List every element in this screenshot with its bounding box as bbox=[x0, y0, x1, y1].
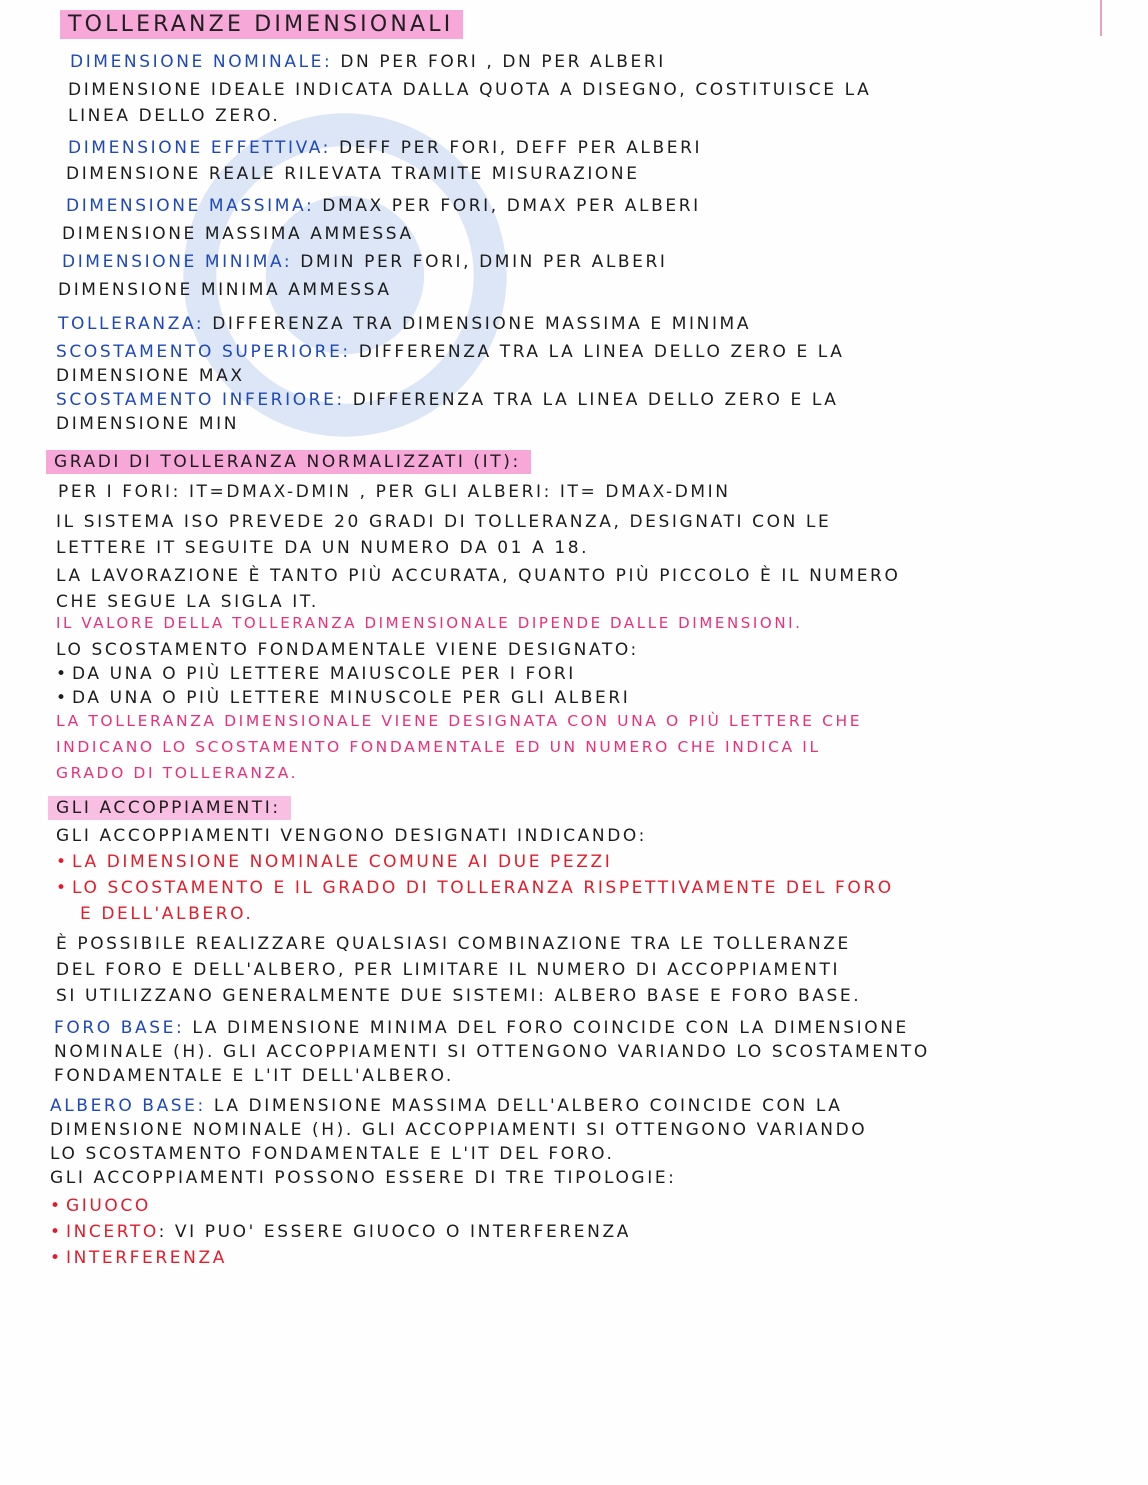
list-item: • DA UNA O PIÙ LETTERE MINUSCOLE PER GLI ALBERI bbox=[56, 688, 631, 708]
text-line: SI UTILIZZANO GENERALMENTE DUE SISTEMI: ALBERO BASE E FORO BASE. bbox=[56, 986, 862, 1006]
text-line-highlighted: IL VALORE DELLA TOLLERANZA DIMENSIONALE DIPENDE DALLE DIMENSIONI. bbox=[56, 614, 803, 632]
text-line: IL SISTEMA ISO PREVEDE 20 GRADI DI TOLLERANZA, DESIGNATI CON LE bbox=[56, 512, 832, 532]
text-line: FONDAMENTALE E L'IT DELL'ALBERO. bbox=[54, 1066, 454, 1086]
bullet-icon: • bbox=[56, 878, 69, 898]
bullet-icon: • bbox=[56, 852, 69, 872]
list-item: • DA UNA O PIÙ LETTERE MAIUSCOLE PER I FORI bbox=[56, 664, 576, 684]
text-line: CHE SEGUE LA SIGLA IT. bbox=[56, 592, 319, 612]
bullet-icon: • bbox=[56, 664, 69, 684]
nominal-dimension-def: DIMENSIONE NOMINALE: DN PER FORI , DN PER ALBERI bbox=[70, 52, 666, 72]
text-line: GLI ACCOPPIAMENTI VENGONO DESIGNATI INDICANDO: bbox=[56, 826, 647, 846]
hole-base-def: FORO BASE: LA DIMENSIONE MINIMA DEL FORO COINCIDE CON LA DIMENSIONE bbox=[54, 1018, 909, 1038]
bullet-icon: • bbox=[50, 1222, 63, 1242]
text-line: LETTERE IT SEGUITE DA UN NUMERO DA 01 A 18. bbox=[56, 538, 590, 558]
text-line-highlighted: GRADO DI TOLLERANZA. bbox=[56, 764, 299, 782]
upper-deviation-def: SCOSTAMENTO SUPERIORE: DIFFERENZA TRA LA LINEA DELLO ZERO E LA bbox=[56, 342, 845, 362]
text-line: NOMINALE (H). GLI ACCOPPIAMENTI SI OTTENGONO VARIANDO LO SCOSTAMENTO bbox=[54, 1042, 930, 1062]
text-line: DIMENSIONE MASSIMA AMMESSA bbox=[62, 224, 414, 244]
max-dimension-def: DIMENSIONE MASSIMA: DMAX PER FORI, DMAX PER ALBERI bbox=[66, 196, 701, 216]
list-item: • INTERFERENZA bbox=[50, 1248, 227, 1268]
text-line: LO SCOSTAMENTO FONDAMENTALE E L'IT DEL FORO. bbox=[50, 1144, 615, 1164]
shaft-base-def: ALBERO BASE: LA DIMENSIONE MASSIMA DELL'ALBERO COINCIDE CON LA bbox=[50, 1096, 843, 1116]
page-title: TOLLERANZE DIMENSIONALI bbox=[68, 10, 463, 39]
effective-dimension-def: DIMENSIONE EFFETTIVA: DEFF PER FORI, DEFF PER ALBERI bbox=[68, 138, 703, 158]
text-line: LA LAVORAZIONE È TANTO PIÙ ACCURATA, QUANTO PIÙ PICCOLO È IL NUMERO bbox=[56, 566, 901, 586]
text-line: PER I FORI: IT=DMAX-DMIN , PER GLI ALBERI: IT= DMAX-DMIN bbox=[58, 482, 731, 502]
text-line-highlighted: LA TOLLERANZA DIMENSIONALE VIENE DESIGNATA CON UNA O PIÙ LETTERE CHE bbox=[56, 712, 863, 730]
text-line: È POSSIBILE REALIZZARE QUALSIASI COMBINAZIONE TRA LE TOLLERANZE bbox=[56, 934, 851, 954]
text-line: DIMENSIONE MAX bbox=[56, 366, 245, 386]
page-edge-line bbox=[1100, 0, 1102, 36]
list-item: • INCERTO: VI PUO' ESSERE GIUOCO O INTERFERENZA bbox=[50, 1222, 631, 1242]
text-line: DIMENSIONE MIN bbox=[56, 414, 240, 434]
lower-deviation-def: SCOSTAMENTO INFERIORE: DIFFERENZA TRA LA LINEA DELLO ZERO E LA bbox=[56, 390, 839, 410]
text-line: DIMENSIONE MINIMA AMMESSA bbox=[58, 280, 392, 300]
text-line-highlighted: INDICANO LO SCOSTAMENTO FONDAMENTALE ED UN NUMERO CHE INDICA IL bbox=[56, 738, 821, 756]
list-item: • LA DIMENSIONE NOMINALE COMUNE AI DUE PEZZI bbox=[56, 852, 613, 872]
section-heading-couplings: GLI ACCOPPIAMENTI: bbox=[56, 796, 291, 820]
bullet-icon: • bbox=[56, 688, 69, 708]
text-line: E DELL'ALBERO. bbox=[80, 904, 254, 924]
text-line: DIMENSIONE REALE RILEVATA TRAMITE MISURAZIONE bbox=[66, 164, 640, 184]
text-line: LINEA DELLO ZERO. bbox=[68, 106, 281, 126]
text-line: DIMENSIONE IDEALE INDICATA DALLA QUOTA A DISEGNO, COSTITUISCE LA bbox=[68, 80, 872, 100]
text-line: GLI ACCOPPIAMENTI POSSONO ESSERE DI TRE TIPOLOGIE: bbox=[50, 1168, 677, 1188]
text-line: DIMENSIONE NOMINALE (H). GLI ACCOPPIAMENTI SI OTTENGONO VARIANDO bbox=[50, 1120, 868, 1140]
tolerance-def: TOLLERANZA: DIFFERENZA TRA DIMENSIONE MASSIMA E MINIMA bbox=[58, 314, 752, 334]
section-heading-it-grades: GRADI DI TOLLERANZA NORMALIZZATI (IT): bbox=[54, 450, 531, 474]
bullet-icon: • bbox=[50, 1196, 63, 1216]
min-dimension-def: DIMENSIONE MINIMA: DMIN PER FORI, DMIN PER ALBERI bbox=[62, 252, 668, 272]
bullet-icon: • bbox=[50, 1248, 63, 1268]
list-item: • GIUOCO bbox=[50, 1196, 151, 1216]
text-line: LO SCOSTAMENTO FONDAMENTALE VIENE DESIGNATO: bbox=[56, 640, 639, 660]
text-line: DEL FORO E DELL'ALBERO, PER LIMITARE IL NUMERO DI ACCOPPIAMENTI bbox=[56, 960, 841, 980]
list-item: • LO SCOSTAMENTO E IL GRADO DI TOLLERANZA RISPETTIVAMENTE DEL FORO bbox=[56, 878, 894, 898]
